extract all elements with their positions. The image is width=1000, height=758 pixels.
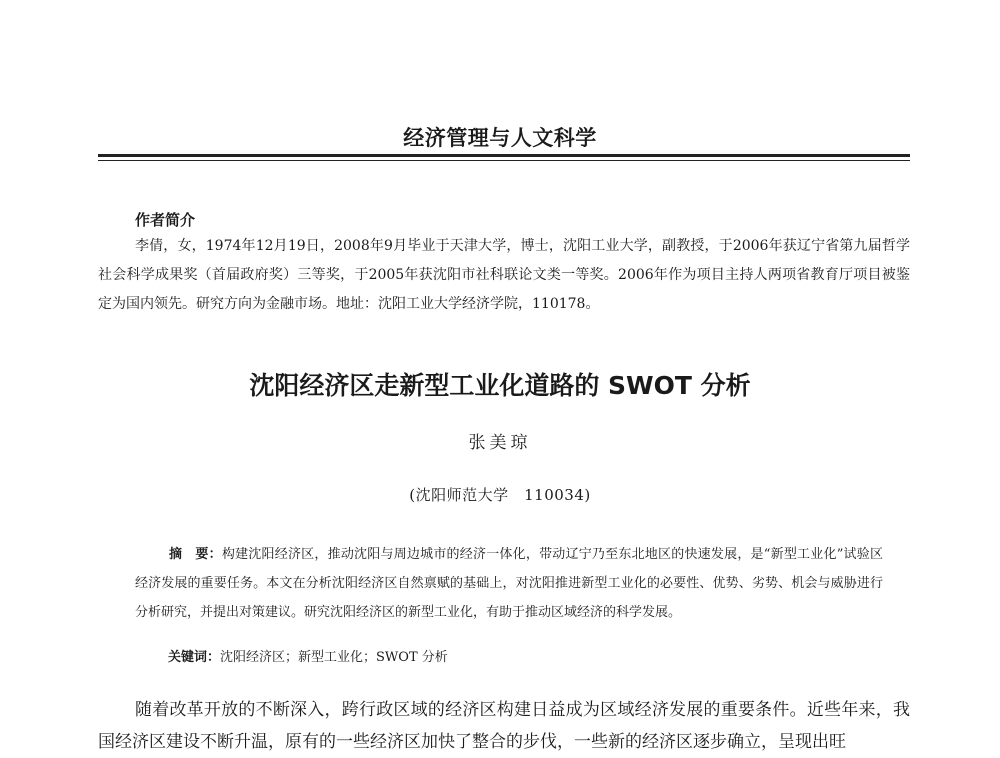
- paper-title: 沈阳经济区走新型工业化道路的 SWOT 分析: [249, 371, 751, 400]
- body-paragraph: 随着改革开放的不断深入，跨行政区域的经济区构建日益成为区域经济发展的重要条件。近些年来，我国经济区建设不断升温，原有的一些经济区加快了整合的步伐，一些新的经济区逐步确立，呈现出旺: [98, 700, 910, 752]
- author-bio-heading: 作者简介: [135, 211, 196, 229]
- journal-section-title: 经济管理与人文科学: [403, 126, 597, 150]
- abstract-label: 摘 要：: [169, 547, 222, 562]
- author-bio-text: 李倩，女，1974年12月19日，2008年9月毕业于天津大学，博士，沈阳工业大学，副教授，于2006年获辽宁省第九届哲学社会科学成果奖（首届政府奖）三等奖，于2005年获沈阳市社科联论文类一等奖。2006年作为项目主持人两项省教育厅项目被鉴定为国内领先。研究方向为金融市场。地址：沈阳工业大学经济学院，110178。: [98, 238, 910, 312]
- keywords-line: [168, 646, 448, 665]
- keywords-label: 关键词：: [168, 650, 221, 665]
- abstract-text: 构建沈阳经济区，推动沈阳与周边城市的经济一体化，带动辽宁乃至东北地区的快速发展，是“新型工业化”试验区经济发展的重要任务。本文在分析沈阳经济区自然禀赋的基础上，对沈阳推进新型工业化的必要性、优势、劣势、机会与威胁进行分析研究，并提出对策建议。研究沈阳经济区的新型工业化，有助于推动区域经济的科学发展。: [135, 547, 883, 620]
- paper-affiliation: (沈阳师范大学 110034): [409, 486, 591, 504]
- paper-author: 张美琼: [468, 433, 532, 453]
- keywords-text: 沈阳经济区；新型工业化；SWOT 分析: [220, 650, 448, 665]
- header-rule-thin: [98, 160, 910, 161]
- abstract-paragraph: [135, 540, 883, 627]
- header-rule-thick: [98, 154, 910, 157]
